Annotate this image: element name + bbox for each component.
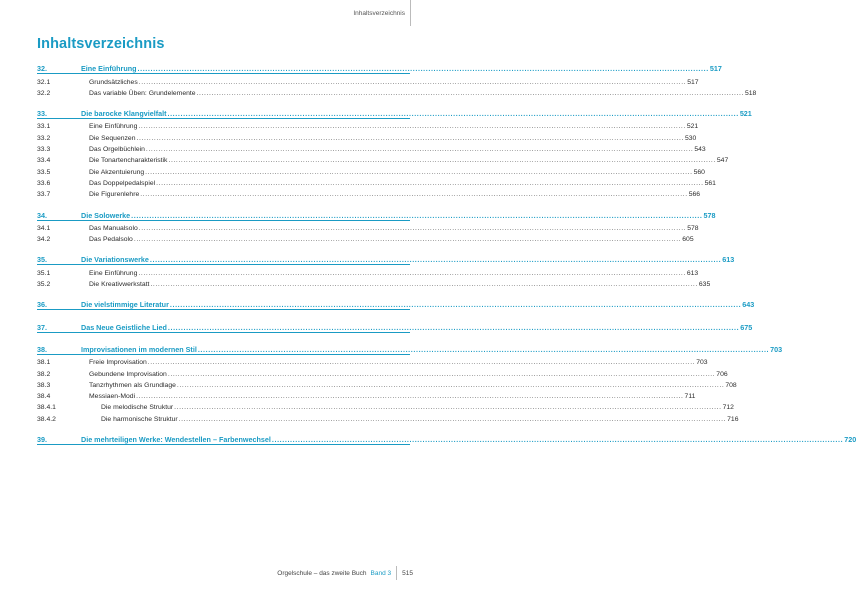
toc-subentry[interactable] [37, 131, 697, 142]
toc-subentry[interactable] [37, 401, 734, 412]
toc-entry-page: 675 [740, 322, 753, 332]
toc-entry-page: 703 [770, 344, 783, 354]
toc-subentry[interactable] [37, 278, 711, 289]
toc-subentry[interactable] [37, 412, 739, 423]
toc-entry-title: Die mehrteiligen Werke: Wendestellen – Farbenwechsel [81, 435, 271, 445]
toc-entry-number: 36. [37, 300, 47, 310]
toc-leader-dots: ............................................................................................................................................................................................................................ [138, 269, 686, 277]
toc-entry-page: 578 [703, 210, 716, 220]
toc-entry-title: Die melodische Struktur [101, 404, 174, 412]
section-gap [37, 244, 410, 253]
toc-leader-dots: ............................................................................................................................................................................................................................ [138, 123, 686, 131]
toc-entry-title: Die barocke Klangvielfalt [81, 109, 167, 119]
toc-entry-page: 543 [694, 146, 706, 154]
toc-entry-page: 643 [742, 300, 755, 310]
toc-entry-title: Die Sequenzen [89, 134, 136, 142]
toc-subentry[interactable] [37, 177, 716, 188]
footer-divider [396, 566, 397, 580]
toc-entry-number: 38.1 [37, 359, 51, 367]
toc-subentry[interactable] [37, 222, 699, 233]
running-head: Inhaltsverzeichnis [353, 10, 405, 17]
toc-entry-title: Eine Einführung [89, 269, 138, 277]
section-gap [37, 289, 410, 298]
toc-entry-page: 711 [684, 393, 696, 401]
toc-entry-number: 33.2 [37, 134, 51, 142]
page-title: Inhaltsverzeichnis [37, 36, 165, 52]
toc-entry-page: 530 [684, 134, 697, 142]
toc-entry-title: Die vielstimmige Literatur [81, 300, 169, 310]
toc-leader-dots: ............................................................................................................................................................................................................................ [137, 64, 709, 74]
toc-leader-dots: ............................................................................................................................................................................................................................ [149, 255, 722, 265]
toc-entry-number: 33. [37, 109, 47, 119]
toc-chapter-entry[interactable] [37, 253, 735, 265]
toc-entry-page: 720 [844, 435, 856, 445]
section-gap [37, 334, 410, 343]
section-gap [37, 311, 410, 320]
section-gap [37, 98, 410, 107]
toc-leader-dots: ............................................................................................................................................................................................................................ [145, 168, 693, 176]
toc-leader-dots: ............................................................................................................................................................................................................................ [138, 78, 687, 86]
toc-chapter-entry[interactable] [37, 320, 753, 332]
toc-subentry[interactable] [37, 356, 708, 367]
toc-chapter-entry[interactable] [37, 62, 722, 74]
toc-entry-page: 521 [739, 109, 752, 119]
toc-entry-title: Improvisationen im modernen Stil [81, 344, 197, 354]
footer-book-title: Orgelschule – das zweite Buch [277, 569, 367, 577]
toc-entry-number: 34.1 [37, 224, 51, 232]
toc-entry-title: Das Neue Geistliche Lied [81, 322, 167, 332]
toc-entry-number: 32.2 [37, 89, 51, 97]
toc-subentry[interactable] [37, 154, 729, 165]
toc-leader-dots: ............................................................................................................................................................................................................................ [136, 134, 684, 142]
toc-subentry[interactable] [37, 75, 699, 86]
toc-leader-dots: ............................................................................................................................................................................................................................ [176, 381, 725, 389]
toc-entry-number: 38.3 [37, 381, 51, 389]
toc-entry-title: Grundsätzliches [89, 78, 138, 86]
page-footer [277, 566, 413, 580]
toc-entry-title: Die Figurenlehre [89, 191, 140, 199]
toc-entry-number: 35. [37, 255, 47, 265]
toc-leader-dots: ............................................................................................................................................................................................................................ [136, 393, 684, 401]
toc-entry-page: 706 [716, 370, 728, 378]
toc-entry-number: 34.2 [37, 236, 51, 244]
toc-entry-page: 635 [698, 281, 711, 289]
toc-leader-dots: ............................................................................................................................................................................................................................ [145, 146, 694, 154]
toc-entry-title: Messiaen-Modi [89, 393, 136, 401]
running-head-divider [410, 0, 411, 26]
toc-leader-dots: ............................................................................................................................................................................................................................ [156, 179, 704, 187]
toc-leader-dots: ............................................................................................................................................................................................................................ [196, 89, 744, 97]
toc-entry-title: Freie Improvisation [89, 359, 147, 367]
page-number: 515 [402, 569, 413, 577]
toc-entry-page: 517 [687, 78, 699, 86]
toc-entry-title: Die Solowerke [81, 210, 131, 220]
toc-subentry[interactable] [37, 165, 705, 176]
section-gap [37, 424, 410, 433]
toc-entry-page: 560 [693, 168, 705, 176]
toc-leader-dots: ............................................................................................................................................................................................................................ [131, 210, 703, 220]
toc-subentry[interactable] [37, 233, 694, 244]
toc-entry-title: Eine Einführung [89, 123, 138, 131]
footer-volume: Band 3 [370, 569, 392, 577]
toc-leader-dots: ............................................................................................................................................................................................................................ [169, 300, 742, 310]
toc-entry-title: Tanzrhythmen als Grundlage [89, 381, 176, 389]
toc-entry-page: 716 [727, 415, 739, 423]
toc-leader-dots: ............................................................................................................................................................................................................................ [150, 281, 698, 289]
toc-leader-dots: ............................................................................................................................................................................................................................ [140, 191, 688, 199]
toc-leader-dots: ............................................................................................................................................................................................................................ [138, 224, 687, 232]
toc-chapter-entry[interactable] [37, 107, 752, 119]
toc-entry-title: Die Kreativwerkstatt [89, 281, 150, 289]
toc-entry-number: 33.7 [37, 191, 51, 199]
toc-entry-number: 35.1 [37, 269, 51, 277]
toc-subentry[interactable] [37, 120, 699, 131]
toc-leader-dots: ............................................................................................................................................................................................................................ [174, 404, 722, 412]
toc-entry-number: 33.4 [37, 157, 51, 165]
toc-subentry[interactable] [37, 143, 706, 154]
toc-entry-title: Das variable Üben: Grundelemente [89, 89, 196, 97]
toc-entry-page: 517 [709, 64, 722, 74]
toc-leader-dots: ............................................................................................................................................................................................................................ [133, 236, 682, 244]
toc-entry-number: 38. [37, 344, 47, 354]
toc-entry-number: 38.4.1 [37, 404, 56, 412]
toc-entry-number: 38.2 [37, 370, 51, 378]
toc-entry-title: Die Akzentuierung [89, 168, 145, 176]
toc-entry-title: Gebundene Improvisation [89, 370, 167, 378]
toc-subentry[interactable] [37, 367, 728, 378]
toc-entry-number: 38.4.2 [37, 415, 56, 423]
toc-entry-number: 33.5 [37, 168, 51, 176]
toc-entry-number: 33.1 [37, 123, 51, 131]
toc-entry-page: 613 [686, 269, 699, 277]
toc-entry-number: 38.4 [37, 393, 51, 401]
toc-entry-page: 703 [696, 359, 708, 367]
toc-subentry[interactable] [37, 266, 699, 277]
table-of-contents [37, 62, 856, 446]
toc-leader-dots: ............................................................................................................................................................................................................................ [147, 359, 696, 367]
toc-entry-page: 605 [682, 236, 694, 244]
toc-entry-title: Die Variationswerke [81, 255, 149, 265]
toc-entry-number: 33.3 [37, 146, 51, 154]
toc-entry-number: 32. [37, 64, 47, 74]
toc-entry-page: 708 [725, 381, 737, 389]
toc-entry-page: 547 [716, 157, 729, 165]
toc-entry-number: 34. [37, 210, 47, 220]
toc-chapter-entry[interactable] [37, 343, 783, 355]
toc-leader-dots: ............................................................................................................................................................................................................................ [167, 370, 716, 378]
toc-entry-number: 32.1 [37, 78, 51, 86]
toc-entry-number: 39. [37, 435, 47, 445]
toc-entry-number: 33.6 [37, 179, 51, 187]
toc-entry-page: 521 [686, 123, 699, 131]
toc-subentry[interactable] [37, 379, 737, 390]
section-gap [37, 199, 410, 208]
toc-entry-page: 712 [722, 404, 734, 412]
toc-leader-dots: ............................................................................................................................................................................................................................ [271, 435, 844, 445]
toc-entry-title: Eine Einführung [81, 64, 137, 74]
toc-entry-title: Das Doppelpedalspiel [89, 179, 156, 187]
toc-subentry[interactable] [37, 390, 696, 401]
toc-leader-dots: ............................................................................................................................................................................................................................ [167, 322, 740, 332]
toc-entry-number: 37. [37, 322, 47, 332]
toc-entry-page: 518 [745, 89, 757, 97]
toc-leader-dots: ............................................................................................................................................................................................................................ [197, 344, 770, 354]
toc-entry-title: Das Manualsolo [89, 224, 138, 232]
toc-leader-dots: ............................................................................................................................................................................................................................ [168, 157, 716, 165]
toc-entry-title: Die Tonartencharakteristik [89, 157, 168, 165]
toc-entry-page: 613 [722, 255, 735, 265]
toc-subentry[interactable] [37, 188, 701, 199]
toc-chapter-entry[interactable] [37, 433, 856, 445]
toc-chapter-entry[interactable] [37, 298, 755, 310]
toc-entry-title: Das Pedalsolo [89, 236, 133, 244]
toc-entry-title: Das Orgelbüchlein [89, 146, 145, 154]
toc-leader-dots: ............................................................................................................................................................................................................................ [167, 109, 739, 119]
toc-entry-title: Die harmonische Struktur [101, 415, 178, 423]
toc-entry-page: 578 [687, 224, 699, 232]
toc-subentry[interactable] [37, 87, 757, 98]
toc-leader-dots: ............................................................................................................................................................................................................................ [178, 415, 727, 423]
toc-entry-number: 35.2 [37, 281, 51, 289]
toc-entry-page: 561 [704, 179, 716, 187]
toc-entry-page: 566 [688, 191, 701, 199]
toc-chapter-entry[interactable] [37, 208, 716, 220]
